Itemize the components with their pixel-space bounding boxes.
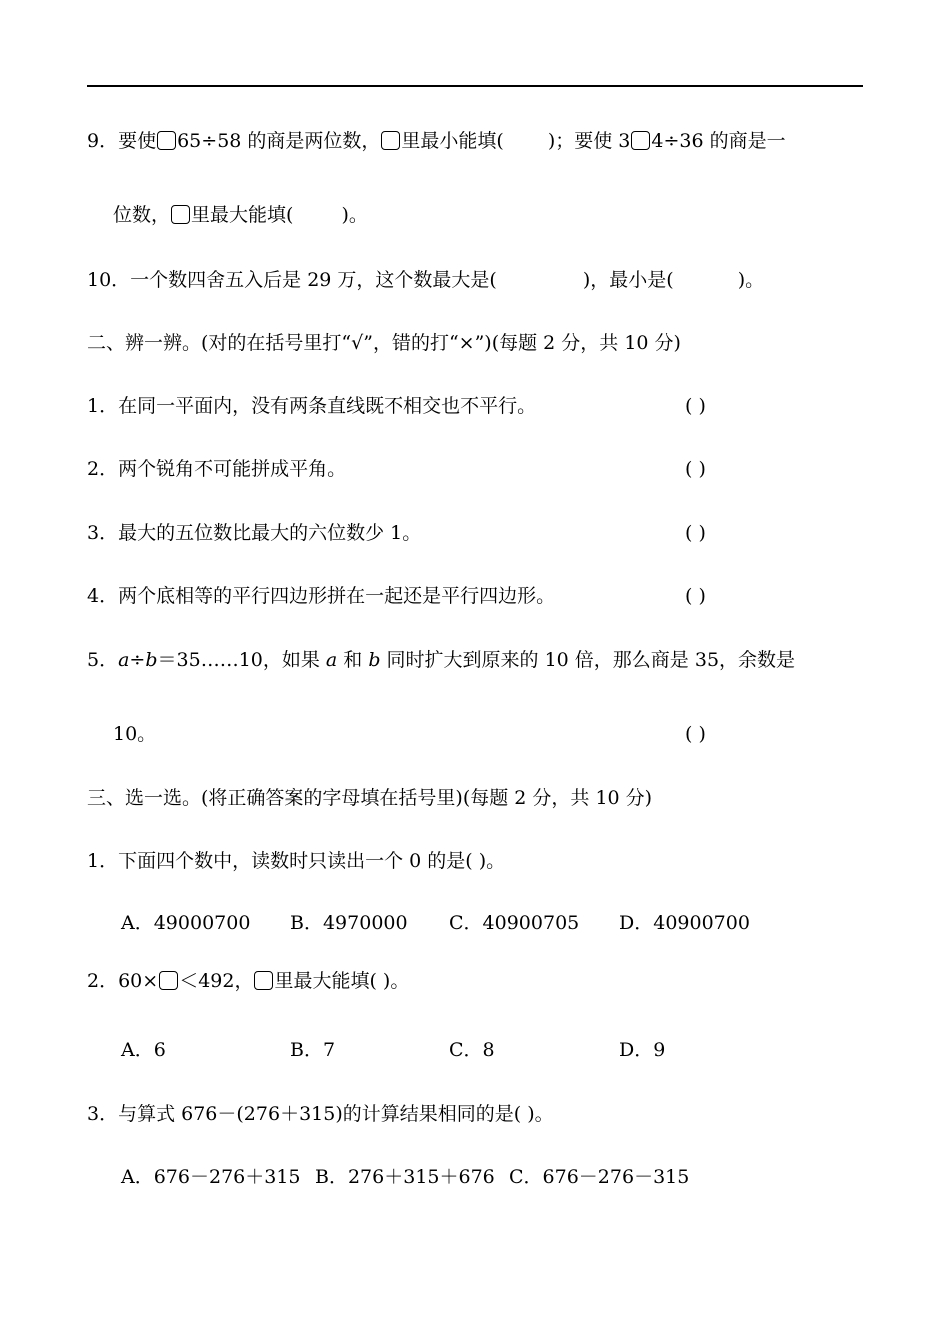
judge-answer-paren[interactable]: ( ) <box>685 395 706 417</box>
q9-text-h: )。 <box>341 204 368 226</box>
choice-q1-option-c[interactable]: C．40900705 <box>449 912 580 934</box>
choice-q3-option-a[interactable]: A．676－276＋315 <box>121 1166 301 1188</box>
q9-text-g: 里最大能填( <box>191 204 294 226</box>
q10-line <box>87 267 764 293</box>
variable-b: b <box>145 649 158 671</box>
q9-text-e: 4÷36 的商是一 <box>651 130 786 152</box>
choice-q2-option-d[interactable]: D．9 <box>619 1039 666 1061</box>
q10-text-a: 10．一个数四舍五入后是 29 万，这个数最大是( <box>87 269 497 291</box>
variable-a: a <box>118 649 130 671</box>
judge-item-3: 3．最大的五位数比最大的六位数少 1。 <box>87 522 422 544</box>
judge-item-1: 1．在同一平面内，没有两条直线既不相交也不平行。 <box>87 395 537 417</box>
q9-text-d: )；要使 3 <box>547 130 631 152</box>
q10-text-c: )。 <box>737 269 765 291</box>
q9-line2 <box>113 202 368 228</box>
judge-answer-paren[interactable]: ( ) <box>685 522 706 544</box>
choice-q2-stem: 2．60× ＜492， 里最大能填( )。 <box>87 970 410 992</box>
answer-box[interactable] <box>159 971 178 990</box>
judge-item-5-cont: 10。 <box>113 723 157 745</box>
section3-header: 三、选一选。(将正确答案的字母填在括号里)(每题 2 分，共 10 分) <box>87 787 653 809</box>
judge-answer-paren[interactable]: ( ) <box>685 723 706 745</box>
choice-q2-option-a[interactable]: A．6 <box>121 1039 166 1061</box>
q9-text-c: 里最小能填( <box>401 130 504 152</box>
judge-item-4: 4．两个底相等的平行四边形拼在一起还是平行四边形。 <box>87 585 556 607</box>
judge-answer-paren[interactable]: ( ) <box>685 585 706 607</box>
choice-q2-option-b[interactable]: B．7 <box>290 1039 336 1061</box>
answer-box[interactable] <box>381 131 400 150</box>
q9-text-a: 9．要使 <box>87 130 157 152</box>
judge-item-2: 2．两个锐角不可能拼成平角。 <box>87 458 347 480</box>
top-rule <box>87 85 863 87</box>
choice-q2-option-c[interactable]: C．8 <box>449 1039 495 1061</box>
choice-q1-option-d[interactable]: D．40900700 <box>619 912 750 934</box>
choice-q3-stem: 3．与算式 676－(276＋315)的计算结果相同的是( )。 <box>87 1103 554 1125</box>
q9-text-b: 65÷58 的商是两位数， <box>177 130 381 152</box>
variable-b: b <box>368 649 381 671</box>
answer-box[interactable] <box>631 131 650 150</box>
variable-a: a <box>325 649 338 671</box>
choice-q1-stem: 1．下面四个数中，读数时只读出一个 0 的是( )。 <box>87 850 506 872</box>
judge-item-5: 5．a÷b＝35……10，如果 a 和 b 同时扩大到原来的 10 倍，那么商是 35，余数是 <box>87 649 796 671</box>
choice-q1-option-a[interactable]: A．49000700 <box>121 912 251 934</box>
q10-text-b: )，最小是( <box>582 269 674 291</box>
answer-box[interactable] <box>171 205 190 224</box>
judge-answer-paren[interactable]: ( ) <box>685 458 706 480</box>
answer-box[interactable] <box>157 131 176 150</box>
q9-text-f: 位数， <box>113 204 171 226</box>
choice-q1-option-b[interactable]: B．4970000 <box>290 912 408 934</box>
answer-box[interactable] <box>254 971 273 990</box>
q9-line1 <box>87 128 786 154</box>
choice-q3-option-b[interactable]: B．276＋315＋676 <box>315 1166 495 1188</box>
section2-header: 二、辨一辨。(对的在括号里打“√”，错的打“×”)(每题 2 分，共 10 分) <box>87 332 681 354</box>
choice-q3-option-c[interactable]: C．676－276－315 <box>509 1166 690 1188</box>
